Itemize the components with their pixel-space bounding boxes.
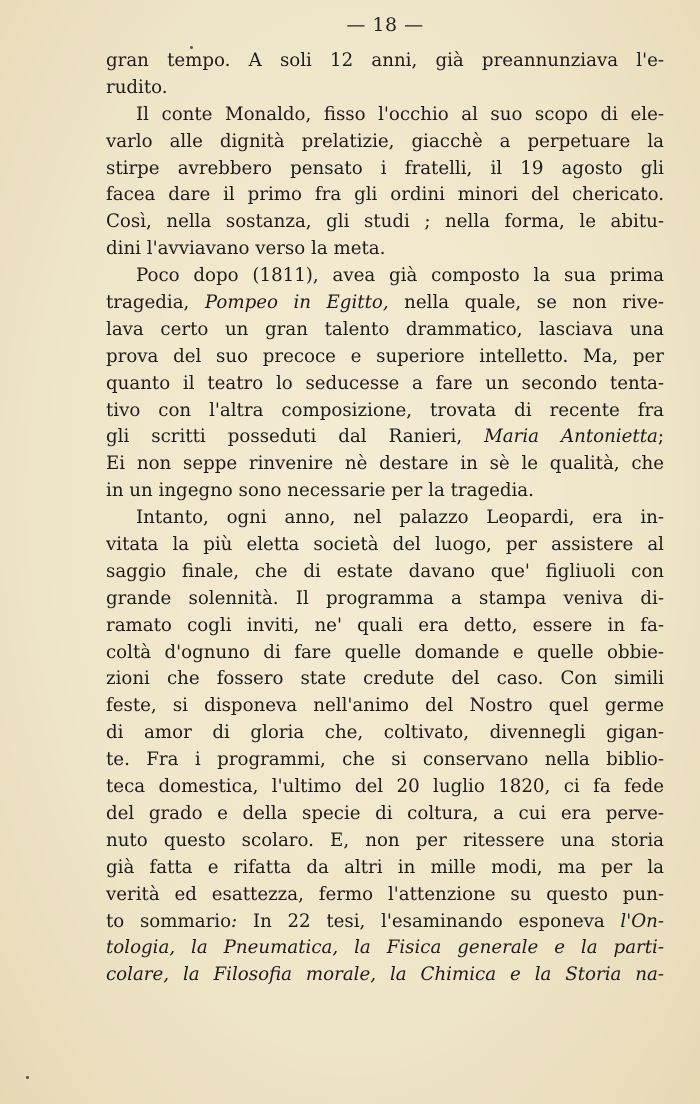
text-line — [106, 828, 664, 855]
text-line — [106, 640, 664, 667]
text-segment: nella quale, se non rive- — [388, 292, 664, 314]
text-segment: to sommario — [106, 910, 232, 932]
text-line — [106, 909, 664, 936]
print-speck — [190, 46, 193, 49]
text-line — [106, 451, 664, 478]
text-line — [106, 613, 664, 640]
text-segment: coltà d'ognuno di fare quelle domande e quelle obbie- — [106, 641, 664, 663]
text-line — [106, 156, 664, 183]
text-segment: di amor di gloria che, coltivato, divennegli gigan- — [106, 722, 664, 744]
italic-text: tologia, la Pneumatica, la Fisica generale e la parti- — [106, 937, 664, 959]
text-segment: gli scritti posseduti dal Ranieri, — [106, 426, 485, 448]
text-line — [106, 720, 664, 747]
text-segment: Così, nella sostanza, gli studi ; nella forma, le abitu- — [106, 211, 664, 233]
text-line — [106, 478, 664, 505]
text-line — [106, 263, 664, 290]
text-segment: saggio finale, che di estate davano que' figliuoli con — [106, 560, 664, 582]
italic-text: colare, la Filosofia morale, la Chimica e la Storia na- — [106, 964, 664, 986]
print-speck — [26, 1076, 29, 1079]
body-text — [106, 48, 664, 989]
text-line — [106, 209, 664, 236]
text-line — [106, 774, 664, 801]
text-segment: te. Fra i programmi, che si conservano nella biblio- — [106, 749, 664, 771]
text-segment: prova del suo precoce e superiore intelletto. Ma, per — [106, 345, 664, 367]
text-line — [106, 801, 664, 828]
text-segment: tivo con l'altra composizione, trovata di recente fra — [106, 399, 664, 421]
page-number: — 18 — — [346, 14, 424, 36]
italic-text: Maria Antonietta — [484, 426, 658, 448]
text-line — [106, 586, 664, 613]
text-segment: stirpe avrebbero pensato i fratelli, il 19 agosto gli — [106, 157, 664, 179]
italic-text: l'On- — [620, 910, 664, 932]
text-line — [106, 344, 664, 371]
text-segment: gran tempo. A soli 12 anni, già preannunziava l'e- — [106, 50, 664, 71]
text-segment: varlo alle dignità prelatizie, giacchè a perpetuare la — [106, 130, 664, 152]
text-line — [106, 317, 664, 344]
text-line — [106, 882, 664, 909]
text-segment: ramato cogli inviti, ne' quali era detto, essere in fa- — [106, 614, 664, 636]
text-line — [106, 693, 664, 720]
text-segment: in un ingegno sono necessarie per la tragedia. — [106, 480, 534, 502]
text-segment: lava certo un gran talento drammatico, lasciava una — [106, 318, 664, 340]
text-segment: teca domestica, l'ultimo del 20 luglio 1820, ci fa fede — [106, 776, 664, 798]
text-segment: del grado e della specie di coltura, a cui era perve- — [106, 802, 664, 824]
text-line — [106, 129, 664, 156]
text-line — [106, 102, 664, 129]
italic-text: Pompeo in Egitto, — [204, 292, 389, 314]
text-segment: facea dare il primo fra gli ordini minori del chericato. — [106, 184, 664, 206]
text-line — [106, 747, 664, 774]
text-segment: tragedia, — [106, 292, 205, 314]
text-line — [106, 424, 664, 451]
text-segment: feste, si disponeva nell'animo del Nostro quel germe — [106, 695, 664, 717]
text-segment: ; — [657, 426, 664, 448]
text-segment: vitata la più eletta società del luogo, per assistere al — [106, 534, 664, 556]
text-segment: nuto questo scolaro. E, non per ritessere una storia — [106, 829, 664, 851]
text-line — [106, 935, 664, 962]
text-line — [106, 666, 664, 693]
text-segment: dini l'avviavano verso la meta. — [106, 238, 386, 260]
text-line — [106, 48, 664, 75]
text-segment: Ei non seppe rinvenire nè destare in sè le qualità, che — [106, 453, 664, 475]
text-segment: Poco dopo (1811), avea già composto la sua prima — [136, 265, 664, 287]
text-segment: In 22 tesi, l'esaminando esponeva — [237, 910, 621, 932]
text-line — [106, 962, 664, 989]
text-segment: Il conte Monaldo, fisso l'occhio al suo scopo di ele- — [136, 103, 664, 125]
text-line — [106, 182, 664, 209]
text-segment: rudito. — [106, 76, 168, 98]
text-line — [106, 290, 664, 317]
text-line — [106, 855, 664, 882]
text-line — [106, 236, 664, 263]
text-line — [106, 505, 664, 532]
text-line — [106, 532, 664, 559]
text-line — [106, 398, 664, 425]
text-line — [106, 75, 664, 102]
text-segment: zioni che fossero state credute del caso. Con simili — [106, 668, 664, 690]
text-segment: grande solennità. Il programma a stampa veniva di- — [106, 587, 664, 609]
text-segment: quanto il teatro lo seducesse a fare un secondo tenta- — [106, 372, 664, 394]
text-segment: verità ed esattezza, fermo l'attenzione su questo pun- — [106, 883, 664, 905]
italic-text: : — [231, 910, 238, 932]
text-line — [106, 559, 664, 586]
text-line — [106, 371, 664, 398]
text-segment: Intanto, ogni anno, nel palazzo Leopardi, era in- — [136, 507, 664, 529]
text-segment: già fatta e rifatta da altri in mille modi, ma per la — [106, 856, 664, 878]
